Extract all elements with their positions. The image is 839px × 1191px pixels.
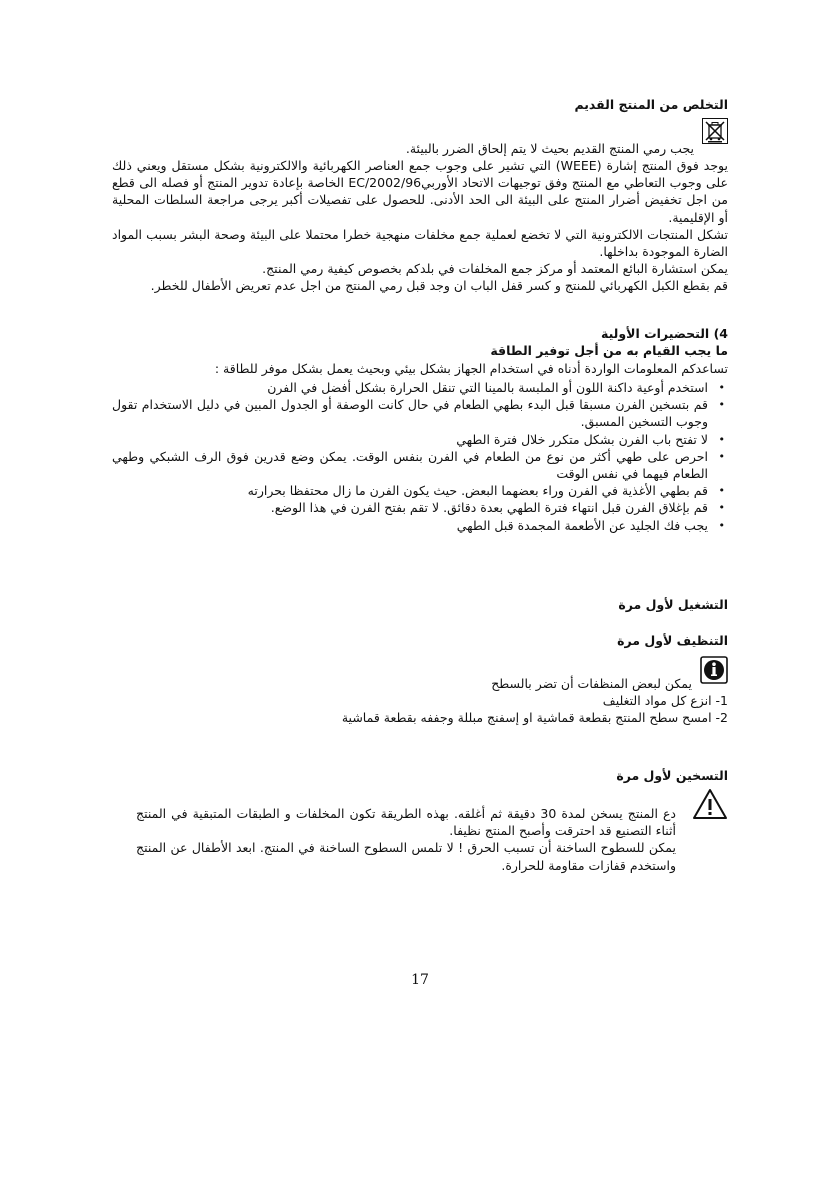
heating-paragraph: يمكن للسطوح الساخنة أن تسبب الحرق ! لا تلمس السطوح الساخنة في المنتج. ابعد الأطفال عن المنتج واستخدم قفازات مقاومة للحرارة. [136,840,676,873]
list-item: • استخدم أوعية داكنة اللون أو الملبسة بالمينا التي تنقل الحرارة بشكل أفضل في الفرن [112,379,708,396]
disposal-paragraph: تشكل المنتجات الالكترونية التي لا تخضع لعملية جمع مخلفات منهجية خطرا محتملا على البيئة وصحة البشر بسبب المواد الضارة الموجودة بداخلها. [112,226,728,260]
energy-saving-subtitle: ما يجب القيام به من أجل توفير الطاقة [490,343,728,358]
energy-saving-intro: تساعدكم المعلومات الواردة أدناه في استخدام الجهاز بشكل بيئي وبحيث يعمل بشكل موفر للطاقة : [214,361,728,376]
list-item: • يجب فك الجليد عن الأطعمة المجمدة قبل الطهي [112,517,708,534]
preparations-title: 4) التحضيرات الأولية [601,326,728,341]
heating-body [136,805,676,874]
list-item: • قم بطهي الأغذية في الفرن وراء بعضهما البعض. حيث يكون الفرن ما زال محتفظا بحرارته [112,482,708,499]
list-item: • احرص على طهي أكثر من نوع من الطعام في الفرن بنفس الوقت. يمكن وضع قدرين فوق الرف الشبكي وطهي الطعام فيهما في نفس الوقت [112,448,708,482]
disposal-paragraph: يوجد فوق المنتج إشارة (WEEE) التي تشير على وجوب جمع العناصر الكهربائية والالكترونية بشكل مستقل ويعني ذلك على وجوب التعاطي مع المنتج وفق توجيهات الاتحاد الأوربي2002/96/EC الخاصة بإعادة تدوير المنتج أو فصله الى قطع من اجل تخفيض أضرار المنتج على البيئة الى الحد الأدنى. للحصول على تفصيلات أكبر يرجى مراجعة السلطات المحلية أو الإقليمية. [112,158,728,225]
first-use-title: التشغيل لأول مرة [618,597,728,612]
cleaning-note: يمكن لبعض المنظفات أن تضر بالسطح [491,676,692,691]
disposal-title: التخلص من المنتج القديم [574,97,728,112]
list-item: • لا تفتح باب الفرن بشكل متكرر خلال فترة الطهي [112,431,708,448]
heating-paragraph: دع المنتج يسخن لمدة 30 دقيقة ثم أغلقه. بهذه الطريقة تكون المخلفات و الطبقات المتبقية في المنتج أثناء التصنيع قد احترقت وأصبح المنتج نظيفا. [136,806,676,839]
energy-saving-list [112,379,728,534]
disposal-icon-line: يجب رمي المنتج القديم بحيث لا يتم إلحاق الضرر بالبيئة. [405,141,694,156]
first-heating-title: التسخين لأول مرة [616,768,728,783]
first-cleaning-title: التنظيف لأول مرة [617,633,728,648]
disposal-body [112,157,728,295]
document-page [112,0,728,1191]
page-number: 17 [411,972,429,988]
warning-icon [692,788,728,820]
disposal-paragraph: قم بقطع الكبل الكهربائي للمنتج و كسر قفل الباب ان وجد قبل رمي المنتج من اجل عدم تعريض الأطفال للخطر. [150,278,728,294]
info-icon [700,656,728,684]
cleaning-step: 2- امسح سطح المنتج بقطعة قماشية او إسفنج مبللة وجففه بقطعة قماشية [341,710,728,725]
disposal-paragraph: يمكن استشارة البائع المعتمد أو مركز جمع المخلفات في بلدكم بخصوص كيفية رمي المنتج. [262,261,728,277]
crossed-bin-icon [702,118,728,144]
list-item: • قم بإغلاق الفرن قبل انتهاء فترة الطهي بعدة دقائق. لا تقم بفتح الفرن في هذا الوضع. [112,499,708,516]
cleaning-step: 1- انزع كل مواد التغليف [602,693,728,708]
list-item: • قم بتسخين الفرن مسبقا قبل البدء بطهي الطعام في حال كانت الوصفة أو الجدول المبين في دليل الاستخدام تقول وجوب التسخين المسبق. [112,396,708,430]
